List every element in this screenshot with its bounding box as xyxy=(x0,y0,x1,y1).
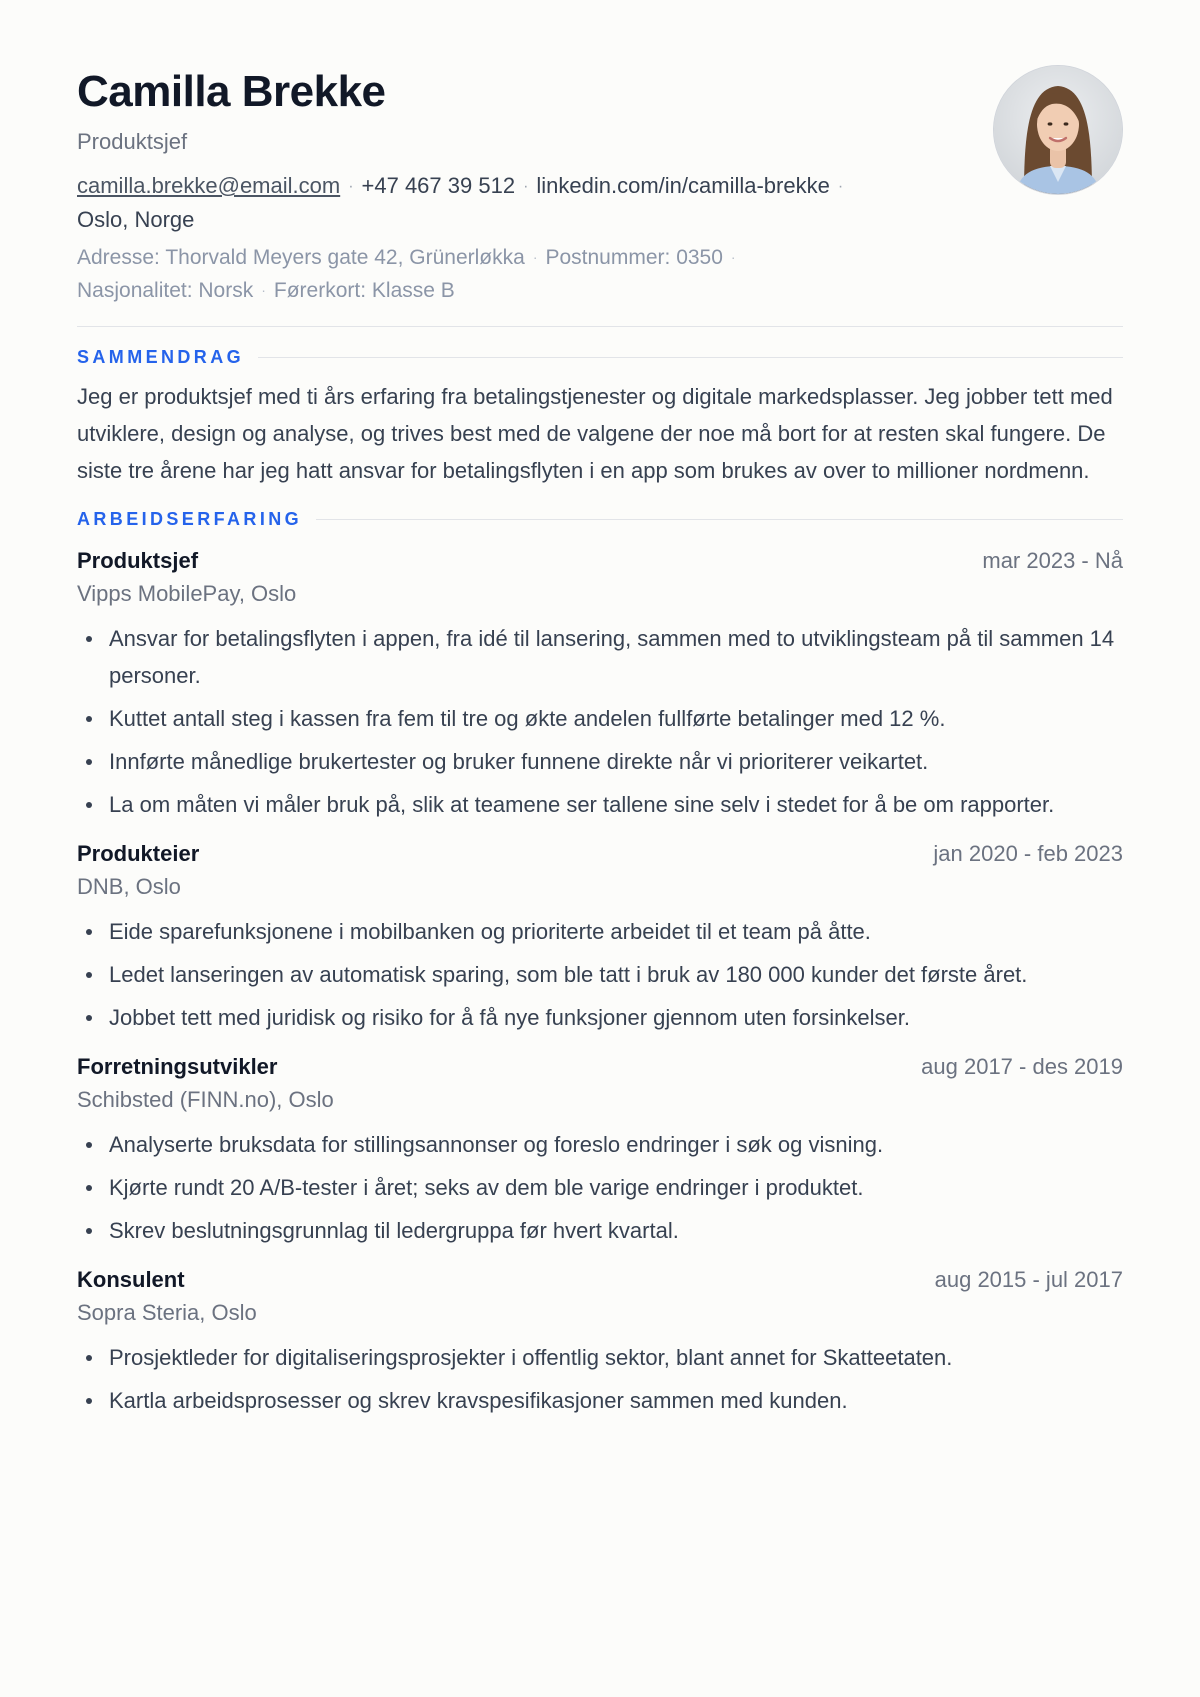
job-bullet: Kuttet antall steg i kassen fra fem til tre og økte andelen fullførte betalinger med 12 %. xyxy=(77,700,1123,737)
job-title: Produkteier xyxy=(77,841,200,866)
email-link[interactable]: camilla.brekke@email.com xyxy=(77,173,341,198)
person-portrait-icon xyxy=(994,66,1122,194)
job-entry xyxy=(77,544,1123,823)
address: Adresse: Thorvald Meyers gate 42, Grünerløkka xyxy=(77,246,525,269)
separator: · xyxy=(261,282,266,298)
experience-section-header xyxy=(77,509,1123,530)
job-bullet: Eide sparefunksjonene i mobilbanken og prioriterte arbeidet til et team på åtte. xyxy=(77,913,1123,950)
job-title: Forretningsutvikler xyxy=(77,1054,278,1079)
job-company: Vipps MobilePay, Oslo xyxy=(77,581,297,606)
job-entry xyxy=(77,837,1123,1036)
section-title-summary: SAMMENDRAG xyxy=(77,347,244,367)
job-bullets xyxy=(77,1339,1123,1419)
job-bullet: Ansvar for betalingsflyten i appen, fra idé til lansering, sammen med to utviklingsteam på til sammen 14 personer. xyxy=(77,620,1123,694)
job-title: Produktsjef xyxy=(77,548,199,573)
section-rule xyxy=(316,519,1123,520)
person-title: Produktsjef xyxy=(77,129,188,154)
job-company: Schibsted (FINN.no), Oslo xyxy=(77,1087,334,1112)
resume-header xyxy=(77,62,1123,326)
job-bullet: La om måten vi måler bruk på, slik at teamene ser tallene sine selv i stedet for å be om rapporter. xyxy=(77,786,1123,823)
linkedin-link[interactable]: linkedin.com/in/camilla-brekke xyxy=(536,173,830,198)
location: Oslo, Norge xyxy=(77,207,195,232)
separator: · xyxy=(523,178,529,195)
job-header xyxy=(77,1050,1123,1083)
job-company: Sopra Steria, Oslo xyxy=(77,1300,257,1325)
job-bullet: Ledet lanseringen av automatisk sparing, som ble tatt i bruk av 180 000 kunder det første året. xyxy=(77,956,1123,993)
drivers-license: Førerkort: Klasse B xyxy=(273,279,455,302)
job-bullets xyxy=(77,913,1123,1036)
separator: · xyxy=(837,178,844,195)
section-title-experience: ARBEIDSERFARING xyxy=(77,509,303,529)
job-bullet: Jobbet tett med juridisk og risiko for å få nye funksjoner gjennom uten forsinkelser. xyxy=(77,999,1123,1036)
nationality: Nasjonalitet: Norsk xyxy=(77,279,254,302)
job-dates: aug 2015 - jul 2017 xyxy=(934,1267,1123,1292)
job-bullet: Kartla arbeidsprosesser og skrev kravspesifikasjoner sammen med kunden. xyxy=(77,1382,1123,1419)
summary-text: Jeg er produktsjef med ti års erfaring fra betalingstjenester og digitale markedsplasser. Jeg jobber tett med utviklere, design og analyse, og trives best med de valgene der noe må bort for at resten skal fungere. De siste tre årene har jeg hatt ansvar for betalingsflyten i en app som brukes av over to millioner nordmenn. xyxy=(77,384,1113,483)
header-divider xyxy=(77,326,1123,327)
job-dates: aug 2017 - des 2019 xyxy=(921,1054,1123,1079)
person-name: Camilla Brekke xyxy=(77,67,386,116)
profile-photo xyxy=(993,65,1123,195)
phone-number: +47 467 39 512 xyxy=(361,173,516,198)
section-rule xyxy=(258,357,1123,358)
job-company: DNB, Oslo xyxy=(77,874,181,899)
job-bullet: Prosjektleder for digitaliseringsprosjekter i offentlig sektor, blant annet for Skatteetaten. xyxy=(77,1339,1123,1376)
job-dates: jan 2020 - feb 2023 xyxy=(933,841,1123,866)
job-bullet: Analyserte bruksdata for stillingsannonser og foreslo endringer i søk og visning. xyxy=(77,1126,1123,1163)
postcode: Postnummer: 0350 xyxy=(545,246,723,269)
job-header xyxy=(77,837,1123,870)
job-title: Konsulent xyxy=(77,1267,185,1292)
separator: · xyxy=(730,249,736,265)
job-bullets xyxy=(77,620,1123,823)
job-bullets xyxy=(77,1126,1123,1249)
job-bullet: Skrev beslutningsgrunnlag til ledergruppa før hvert kvartal. xyxy=(77,1212,1123,1249)
resume-page xyxy=(77,62,1123,1425)
separator: · xyxy=(348,178,354,195)
job-entry xyxy=(77,1050,1123,1249)
job-bullet: Kjørte rundt 20 A/B-tester i året; seks av dem ble varige endringer i produktet. xyxy=(77,1169,1123,1206)
job-entry xyxy=(77,1263,1123,1419)
contact-line xyxy=(77,169,957,236)
personal-details xyxy=(77,241,957,307)
job-bullet: Innførte månedlige brukertester og bruker funnene direkte når vi prioriterer veikartet. xyxy=(77,743,1123,780)
job-header xyxy=(77,1263,1123,1296)
job-header xyxy=(77,544,1123,577)
summary-section-header xyxy=(77,347,1123,368)
job-dates: mar 2023 - Nå xyxy=(982,548,1123,573)
separator: · xyxy=(532,249,538,265)
